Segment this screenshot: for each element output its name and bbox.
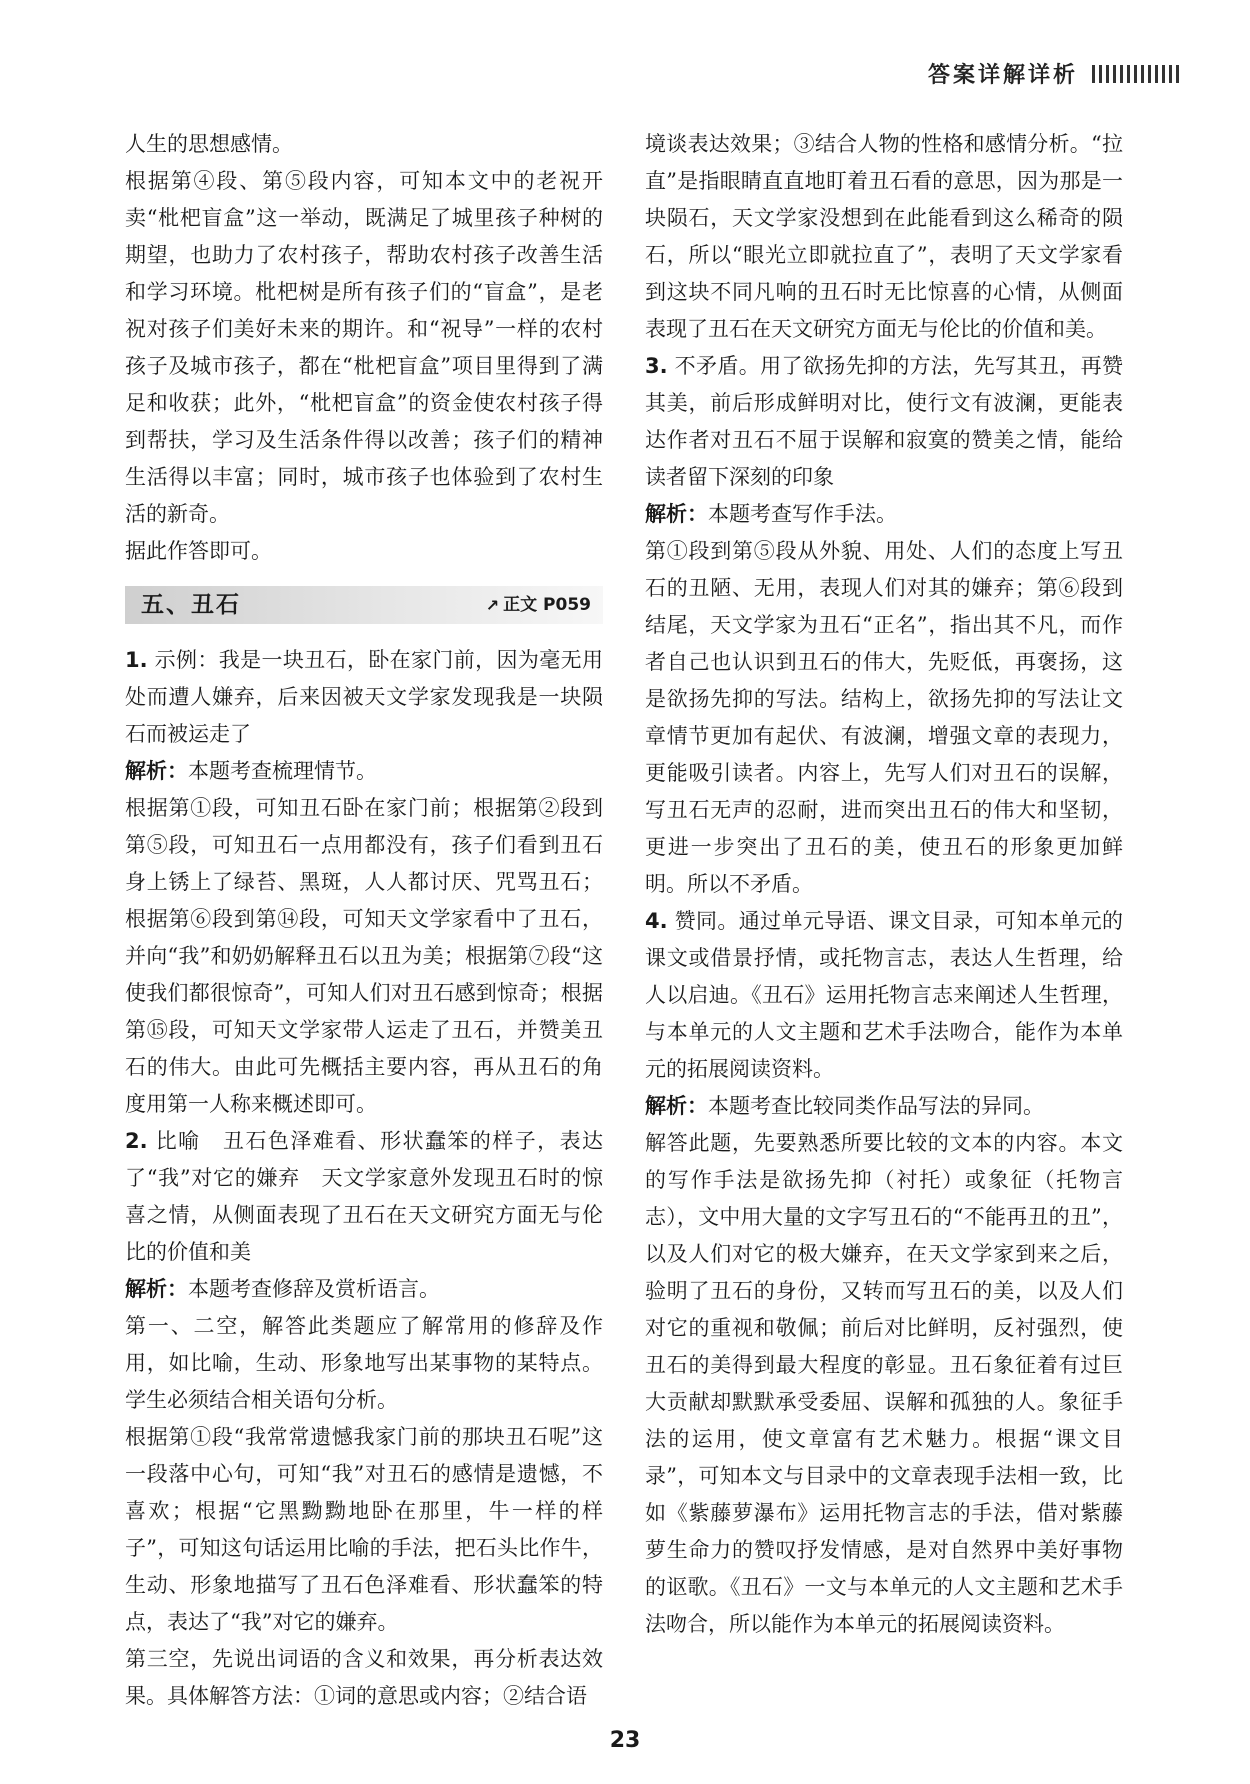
section-heading-bar (125, 586, 603, 624)
answer-text: 示例：我是一块丑石，卧在家门前，因为毫无用处而遭人嫌弃，后来因被天文学家发现我是一块陨石而被运走了 (125, 648, 603, 746)
question-number: 1. (125, 648, 148, 672)
analysis-2 (125, 1271, 603, 1308)
right-column (645, 126, 1123, 1643)
paragraph: 人生的思想感情。 (125, 132, 293, 156)
left-column (125, 126, 603, 1715)
answer-2 (125, 1123, 603, 1271)
paragraph: 解答此题，先要熟悉所要比较的文本的内容。本文的写作手法是欲扬先抑（衬托）或象征（托物言志），文中用大量的文字写丑石的“不能再丑的丑”，以及人们对它的极大嫌弃，在天文学家到来之后，验明了丑石的身份，又转而写丑石的美，以及人们对它的重视和敬佩；前后对比鲜明，反衬强烈，使丑石的美得到最大程度的彰显。丑石象征着有过巨大贡献却默默承受委屈、误解和孤独的人。象征手法的运用，使文章富有艺术魅力。根据“课文目录”，可知本文与目录中的文章表现手法相一致，比如《紫藤萝瀑布》运用托物言志的手法，借对紫藤萝生命力的赞叹抒发情感，是对自然界中美好事物的讴歌。《丑石》一文与本单元的人文主题和艺术手法吻合，所以能作为本单元的拓展阅读资料。 (645, 1131, 1123, 1636)
section-title: 五、丑石 (141, 591, 241, 618)
paragraph: 据此作答即可。 (125, 539, 272, 563)
page-number: 23 (609, 1728, 641, 1753)
paragraph: 第①段到第⑤段从外貌、用处、人们的态度上写丑石的丑陋、无用，表现人们对其的嫌弃；第⑥段到结尾，天文学家为丑石“正名”，指出其不凡，而作者自己也认识到丑石的伟大，先贬低，再褒扬，这是欲扬先抑的写法。结构上，欲扬先抑的写法让文章情节更加有起伏、有波澜，增强文章的表现力，更能吸引读者。内容上，先写人们对丑石的误解，写丑石无声的忍耐，进而突出丑石的伟大和坚韧，更进一步突出了丑石的美，使丑石的形象更加鲜明。所以不矛盾。 (645, 539, 1123, 896)
page-header (928, 58, 1180, 89)
answer-text: 比喻 丑石色泽难看、形状蠢笨的样子，表达了“我”对它的嫌弃 天文学家意外发现丑石时的惊喜之情，从侧面表现了丑石在天文研究方面无与伦比的价值和美 (125, 1129, 603, 1264)
analysis-4 (645, 1088, 1123, 1125)
section-ref-text: 正文 P059 (503, 594, 591, 615)
analysis-label: 解析： (645, 502, 708, 526)
section-page-ref (486, 587, 591, 624)
paragraph: 根据第④段、第⑤段内容，可知本文中的老祝开卖“枇杷盲盒”这一举动，既满足了城里孩子种树的期望，也助力了农村孩子，帮助农村孩子改善生活和学习环境。枇杷树是所有孩子们的“盲盒”，是老祝对孩子们美好未来的期许。和“祝导”一样的农村孩子及城市孩子，都在“枇杷盲盒”项目里得到了满足和收获；此外，“枇杷盲盒”的资金使农村孩子得到帮扶，学习及生活条件得以改善；孩子们的精神生活得以丰富；同时，城市孩子也体验到了农村生活的新奇。 (125, 169, 603, 526)
analysis-1 (125, 753, 603, 790)
answer-text: 赞同。通过单元导语、课文目录，可知本单元的课文或借景抒情，或托物言志，表达人生哲理，给人以启迪。《丑石》运用托物言志来阐述人生哲理，与本单元的人文主题和艺术手法吻合，能作为本单元的拓展阅读资料。 (645, 909, 1123, 1081)
paragraph: 第一、二空，解答此类题应了解常用的修辞及作用，如比喻，生动、形象地写出某事物的某特点。学生必须结合相关语句分析。 (125, 1314, 603, 1412)
answer-1 (125, 642, 603, 753)
paragraph: 根据第①段，可知丑石卧在家门前；根据第②段到第⑤段，可知丑石一点用都没有，孩子们看到丑石身上锈上了绿苔、黑斑，人人都讨厌、咒骂丑石；根据第⑥段到第⑭段，可知天文学家看中了丑石，并向“我”和奶奶解释丑石以丑为美；根据第⑦段“这使我们都很惊奇”，可知人们对丑石感到惊奇；根据第⑮段，可知天文学家带人运走了丑石，并赞美丑石的伟大。由此可先概括主要内容，再从丑石的角度用第一人称来概述即可。 (125, 796, 603, 1116)
arrow-icon: ↗ (485, 595, 500, 615)
question-number: 2. (125, 1129, 148, 1153)
analysis-text: 本题考查比较同类作品写法的异同。 (708, 1094, 1044, 1118)
answer-3 (645, 348, 1123, 496)
header-decoration (1092, 65, 1180, 83)
header-title: 答案详解详析 (927, 63, 1078, 88)
analysis-label: 解析： (125, 759, 188, 783)
analysis-text: 本题考查梳理情节。 (188, 759, 377, 783)
analysis-text: 本题考查修辞及赏析语言。 (188, 1277, 440, 1301)
paragraph: 根据第①段“我常常遗憾我家门前的那块丑石呢”这一段落中心句，可知“我”对丑石的感情是遗憾，不喜欢；根据“它黑黝黝地卧在那里，牛一样的样子”，可知这句话运用比喻的手法，把石头比作牛，生动、形象地描写了丑石色泽难看、形状蠢笨的特点，表达了“我”对它的嫌弃。 (125, 1425, 603, 1634)
answer-text: 不矛盾。用了欲扬先抑的方法，先写其丑，再赞其美，前后形成鲜明对比，使行文有波澜，更能表达作者对丑石不屈于误解和寂寞的赞美之情，能给读者留下深刻的印象 (645, 354, 1123, 489)
question-number: 4. (645, 909, 668, 933)
analysis-label: 解析： (125, 1277, 188, 1301)
analysis-text: 本题考查写作手法。 (708, 502, 897, 526)
question-number: 3. (645, 354, 668, 378)
answer-4 (645, 903, 1123, 1088)
analysis-label: 解析： (645, 1094, 708, 1118)
paragraph: 境谈表达效果；③结合人物的性格和感情分析。“拉直”是指眼睛直直地盯着丑石看的意思，因为那是一块陨石，天文学家没想到在此能看到这么稀奇的陨石，所以“眼光立即就拉直了”，表明了天文学家看到这块不同凡响的丑石时无比惊喜的心情，从侧面表现了丑石在天文研究方面无与伦比的价值和美。 (645, 132, 1123, 341)
paragraph: 第三空，先说出词语的含义和效果，再分析表达效果。具体解答方法：①词的意思或内容；②结合语 (125, 1647, 603, 1708)
analysis-3 (645, 496, 1123, 533)
